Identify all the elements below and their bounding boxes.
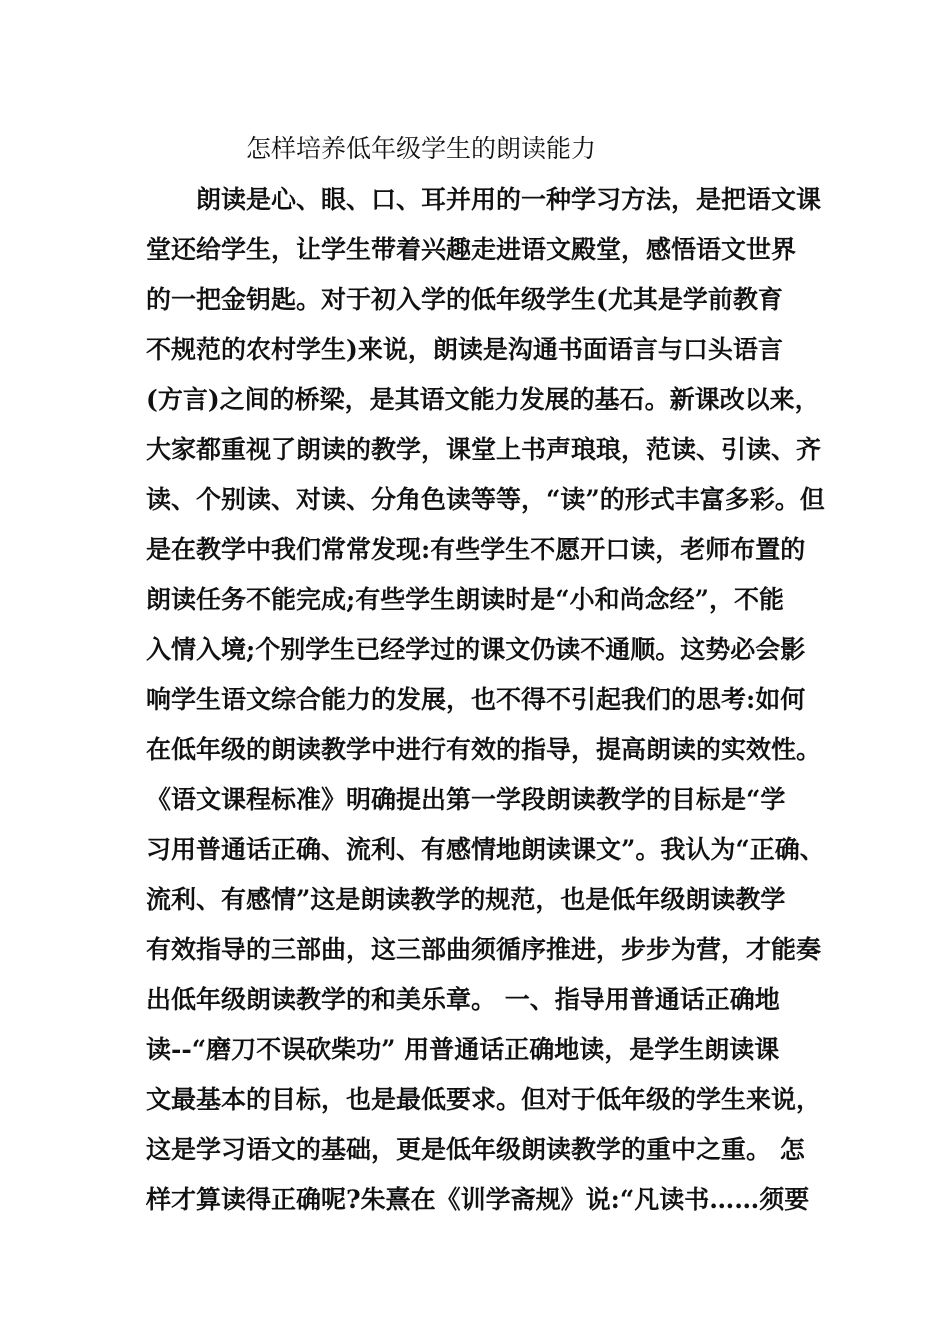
text-line: 流利、有感情”这是朗读教学的规范，也是低年级朗读教学 — [146, 885, 786, 914]
text-line: 样才算读得正确呢?朱熹在《训学斋规》说:“凡读书……须要 — [146, 1185, 810, 1214]
text-line: 习用普通话正确、流利、有感情地朗读课文”。我认为“正确、 — [146, 835, 825, 864]
text-line: 有效指导的三部曲，这三部曲须循序推进，步步为营，才能奏 — [146, 935, 822, 964]
text-line: 的一把金钥匙。对于初入学的低年级学生(尤其是学前教育 — [146, 285, 783, 314]
text-line: 文最基本的目标，也是最低要求。但对于低年级的学生来说， — [146, 1085, 822, 1114]
text-line: 是在教学中我们常常发现:有些学生不愿开口读，老师布置的 — [146, 535, 806, 564]
document-body — [146, 183, 836, 1233]
text-line: 朗读是心、眼、口、耳并用的一种学习方法，是把语文课 — [196, 185, 822, 214]
text-line: 朗读任务不能完成;有些学生朗读时是“小和尚念经”，不能 — [146, 585, 784, 614]
document-title: 怎样培养低年级学生的朗读能力 — [246, 134, 597, 163]
text-line: 响学生语文综合能力的发展，也不得不引起我们的思考:如何 — [146, 685, 806, 714]
text-line: 不规范的农村学生)来说，朗读是沟通书面语言与口头语言 — [146, 335, 783, 364]
text-line: 读、个别读、对读、分角色读等等，“读”的形式丰富多彩。但 — [146, 485, 825, 514]
text-line: 《语文课程标准》明确提出第一学段朗读教学的目标是“学 — [146, 785, 786, 814]
text-line: 读--“磨刀不误砍柴功” 用普通话正确地读，是学生朗读课 — [146, 1035, 780, 1064]
text-line: 出低年级朗读教学的和美乐章。 一、指导用普通话正确地 — [146, 985, 780, 1014]
text-line: 在低年级的朗读教学中进行有效的指导，提高朗读的实效性。 — [146, 735, 822, 764]
text-line: 大家都重视了朗读的教学，课堂上书声琅琅，范读、引读、齐 — [146, 435, 822, 464]
text-line: 入情入境;个别学生已经学过的课文仍读不通顺。这势必会影 — [146, 635, 806, 664]
text-line: 堂还给学生，让学生带着兴趣走进语文殿堂，感悟语文世界 — [146, 235, 797, 264]
text-line: (方言)之间的桥梁，是其语文能力发展的基石。新课改以来， — [146, 385, 820, 414]
text-line: 这是学习语文的基础，更是低年级朗读教学的重中之重。 怎 — [146, 1135, 805, 1164]
